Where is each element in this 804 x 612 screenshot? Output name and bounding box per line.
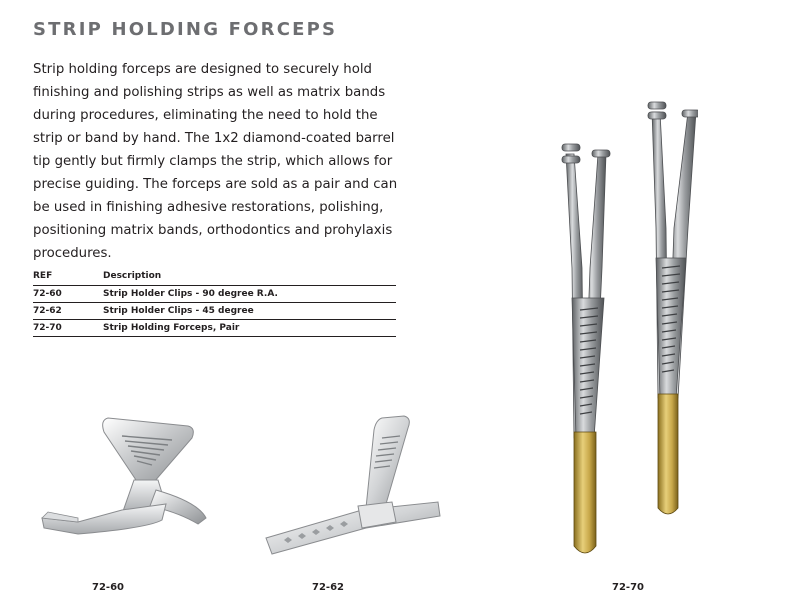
- ref-header: REF: [33, 267, 103, 286]
- table-header-row: [33, 267, 396, 286]
- table-row: [33, 303, 396, 320]
- row-description: Strip Holding Forceps, Pair: [103, 320, 396, 337]
- table-row: [33, 320, 396, 337]
- forceps-right: [648, 102, 698, 514]
- clip-45-image: [262, 412, 442, 557]
- forceps-illustration: [548, 98, 698, 558]
- product-table: [33, 267, 396, 337]
- forceps-image: [548, 98, 698, 558]
- row-ref: 72-60: [33, 286, 103, 303]
- description-header: Description: [103, 267, 396, 286]
- caption-72-70: 72-70: [612, 582, 644, 593]
- page-title: STRIP HOLDING FORCEPS: [33, 19, 338, 40]
- forceps-left: [562, 144, 610, 553]
- row-ref: 72-62: [33, 303, 103, 320]
- clip-45-illustration: [262, 412, 442, 557]
- caption-72-60: 72-60: [92, 582, 124, 593]
- clip-90-illustration: [38, 410, 208, 550]
- caption-72-62: 72-62: [312, 582, 344, 593]
- table-row: [33, 286, 396, 303]
- clip-90-image: [38, 410, 208, 550]
- row-description: Strip Holder Clips - 45 degree: [103, 303, 396, 320]
- row-description: Strip Holder Clips - 90 degree R.A.: [103, 286, 396, 303]
- row-ref: 72-70: [33, 320, 103, 337]
- intro-paragraph: Strip holding forceps are designed to securely hold finishing and polishing strips as well as matrix bands during procedures, eliminating the need to hold the strip or band by hand. The 1x2 diamond-coated barrel tip gently but firmly clamps the strip, which allows for precise guiding. The forceps are sold as a pair and can be used in finishing adhesive restorations, polishing, positioning matrix bands, orthodontics and prohylaxis procedures.: [33, 62, 398, 261]
